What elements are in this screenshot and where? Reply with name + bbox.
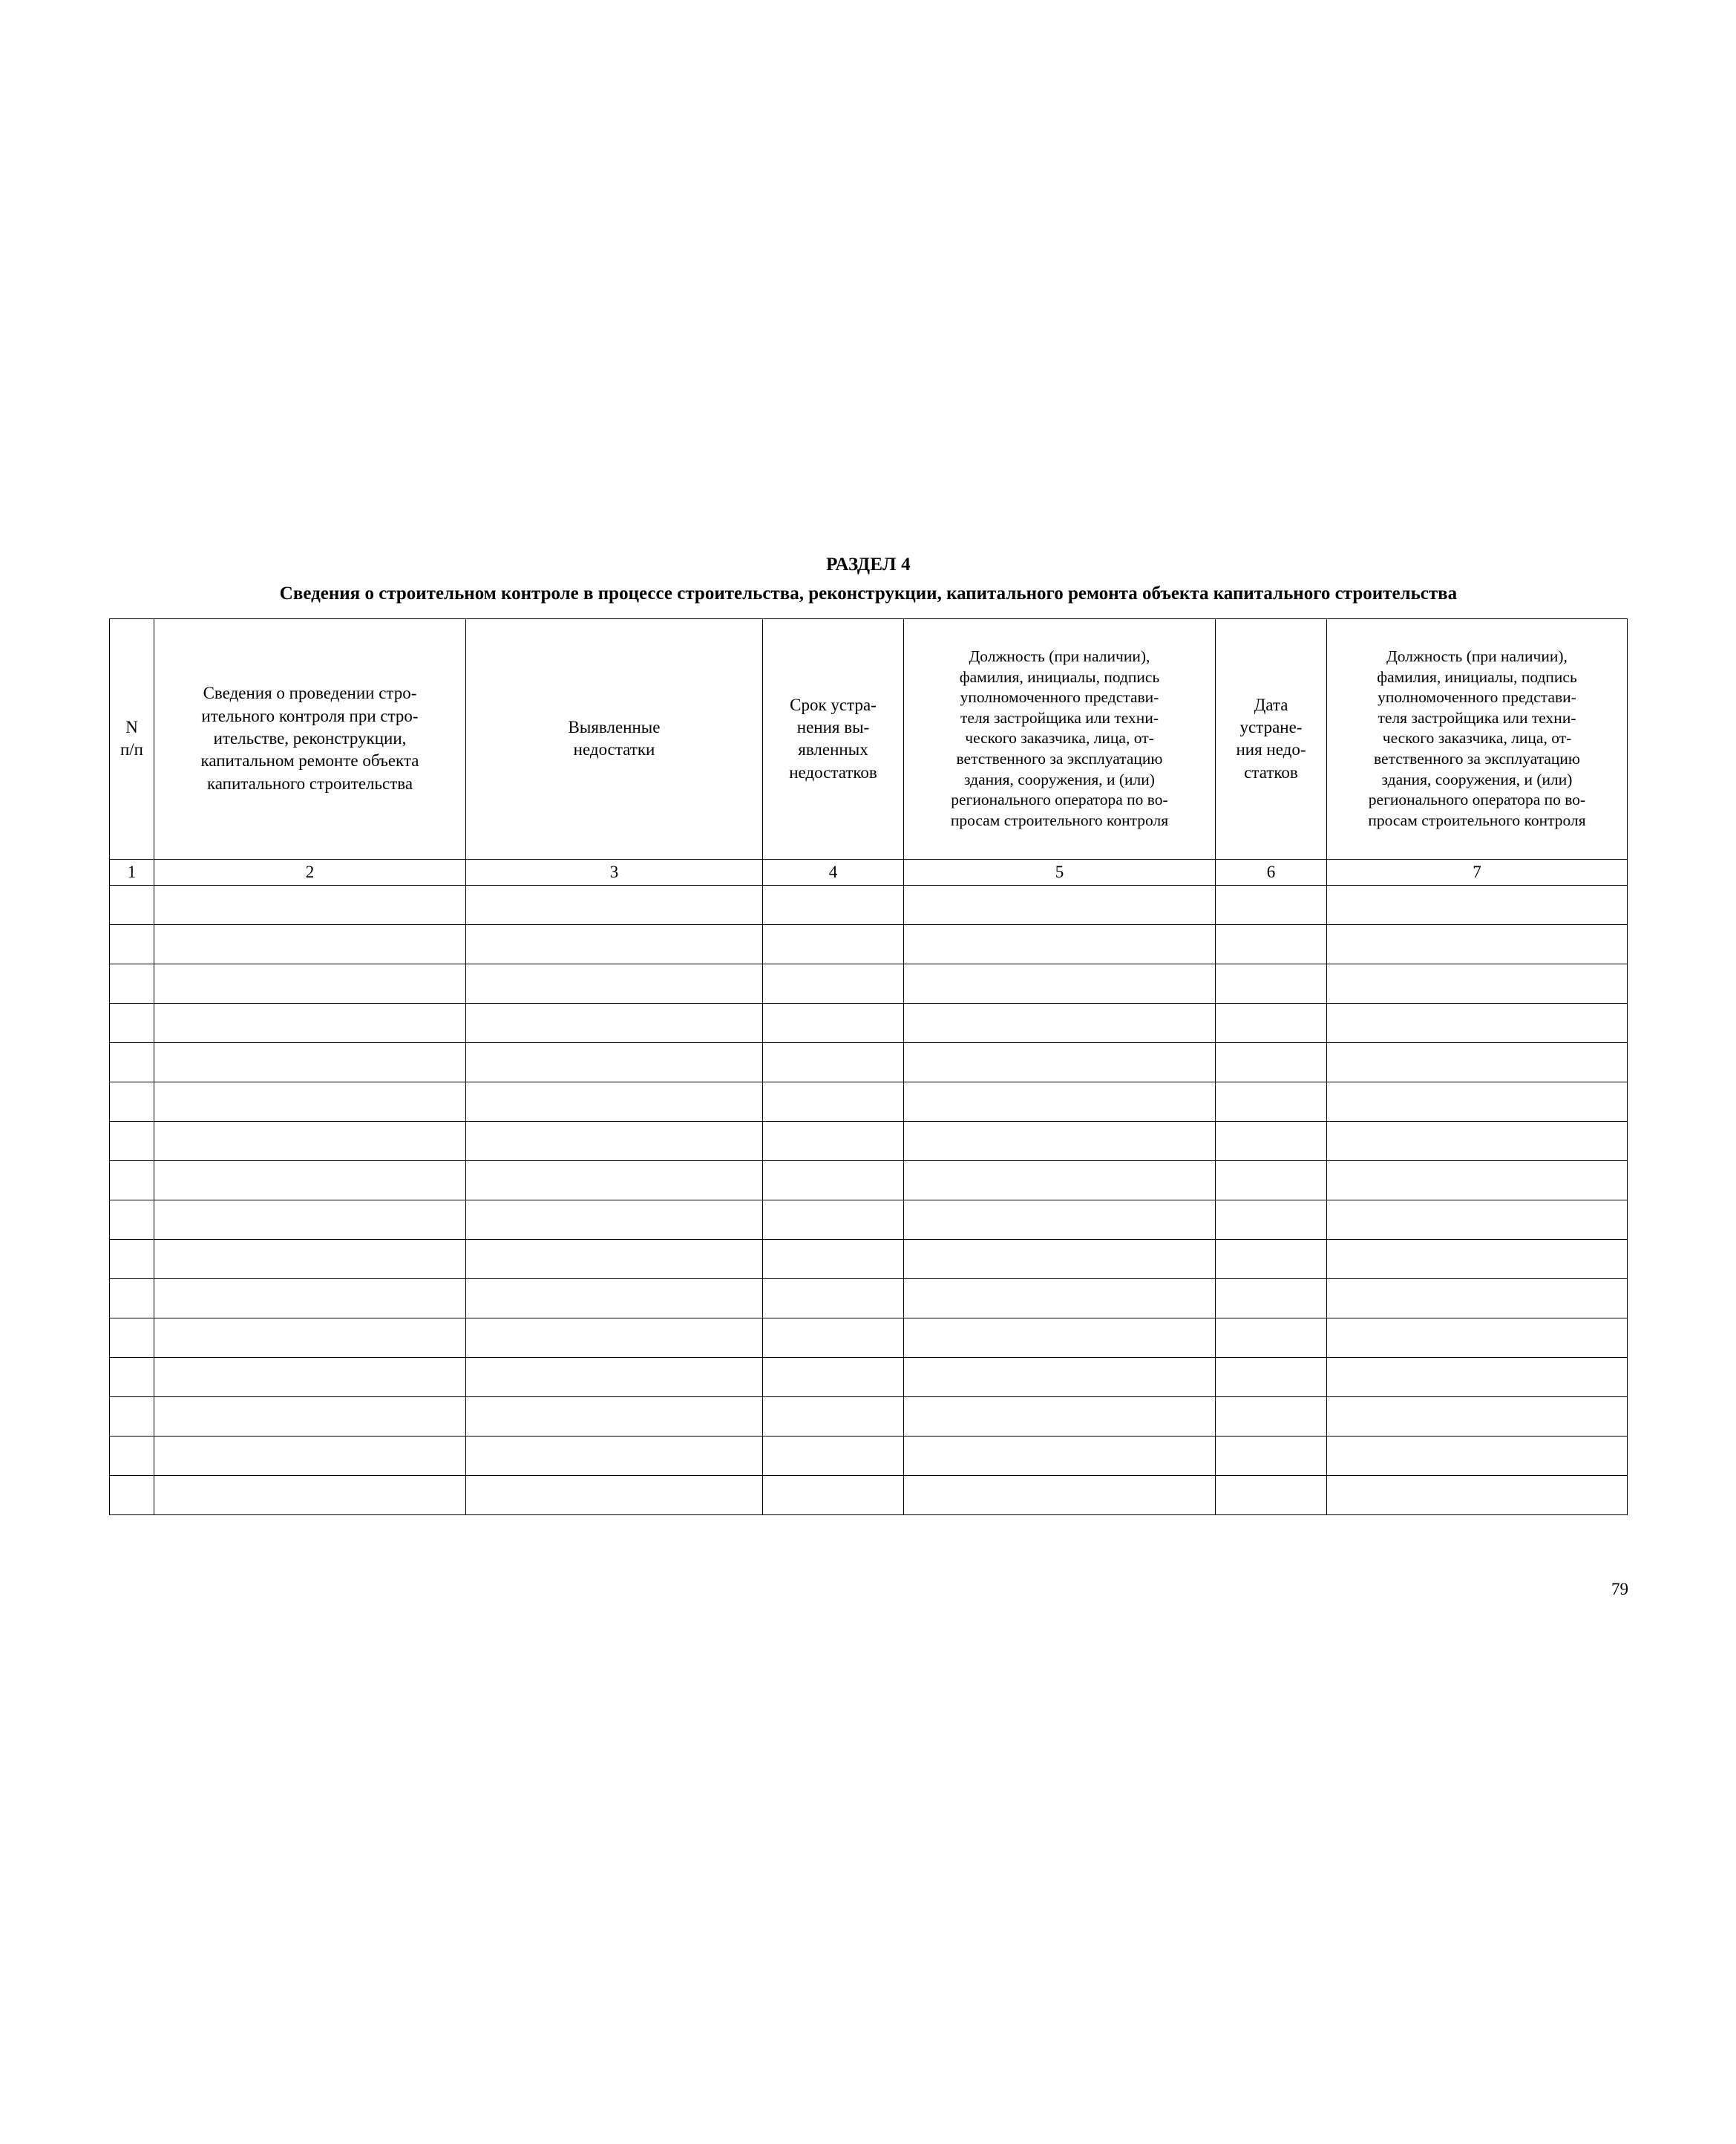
table-cell[interactable] [904,1475,1216,1514]
column-header-number: N п/п [110,618,154,859]
table-cell[interactable] [154,1160,466,1200]
table-cell[interactable] [1216,1318,1327,1357]
column-number-7: 7 [1327,859,1628,885]
table-cell[interactable] [110,1121,154,1160]
table-cell[interactable] [904,1396,1216,1436]
table-cell[interactable] [154,1396,466,1436]
table-cell[interactable] [1216,924,1327,964]
table-cell[interactable] [904,964,1216,1003]
page-number: 79 [1611,1580,1628,1598]
table-cell[interactable] [1216,1436,1327,1475]
table-cell[interactable] [904,1200,1216,1239]
table-cell[interactable] [154,1239,466,1278]
table-cell[interactable] [110,885,154,924]
table-cell[interactable] [154,924,466,964]
table-cell[interactable] [763,1160,904,1200]
table-cell[interactable] [110,1200,154,1239]
column-header-fix-date: Дата устране- ния недо- статков [1216,618,1327,859]
table-cell[interactable] [110,1357,154,1396]
table-cell[interactable] [466,1082,763,1121]
table-cell[interactable] [466,1042,763,1082]
column-number-4: 4 [763,859,904,885]
table-cell[interactable] [763,1357,904,1396]
table-row [110,1475,1628,1514]
table-cell[interactable] [154,1436,466,1475]
table-row [110,1042,1628,1082]
table-cell[interactable] [1327,1318,1628,1357]
table-cell[interactable] [1327,1278,1628,1318]
table-cell[interactable] [763,885,904,924]
table-column-number-row [110,859,1628,885]
table-cell[interactable] [1216,1475,1327,1514]
table-cell[interactable] [1327,885,1628,924]
table-cell[interactable] [466,1239,763,1278]
table-cell[interactable] [154,1200,466,1239]
table-cell[interactable] [763,1003,904,1042]
table-cell[interactable] [763,1042,904,1082]
table-cell[interactable] [154,1278,466,1318]
table-cell[interactable] [110,964,154,1003]
table-row [110,924,1628,964]
table-cell[interactable] [904,1160,1216,1200]
column-number-5: 5 [904,859,1216,885]
table-cell[interactable] [1216,1160,1327,1200]
table-cell[interactable] [763,964,904,1003]
table-cell[interactable] [466,1357,763,1396]
table-cell[interactable] [110,1082,154,1121]
table-row [110,1436,1628,1475]
table-cell[interactable] [154,1357,466,1396]
table-cell[interactable] [154,1475,466,1514]
table-cell[interactable] [466,1200,763,1239]
table-body [110,885,1628,1514]
table-cell[interactable] [154,1318,466,1357]
column-header-deadline: Срок устра- нения вы- явленных недостатков [763,618,904,859]
table-cell[interactable] [110,1239,154,1278]
table-cell[interactable] [466,1396,763,1436]
table-cell[interactable] [904,1318,1216,1357]
table-cell[interactable] [1327,1160,1628,1200]
table-cell[interactable] [154,1042,466,1082]
table-cell[interactable] [154,1082,466,1121]
table-cell[interactable] [1216,1396,1327,1436]
table-header-row [110,618,1628,859]
table-cell[interactable] [904,1357,1216,1396]
section-label: РАЗДЕЛ 4 [826,555,911,575]
table-cell[interactable] [904,1436,1216,1475]
table-cell[interactable] [1216,1357,1327,1396]
table-cell[interactable] [904,1003,1216,1042]
table-cell[interactable] [466,964,763,1003]
table-row [110,1160,1628,1200]
page-title: Сведения о строительном контроле в процессе строительства, реконструкции, капитального ремонта объекта капитального строительства [279,584,1458,604]
table-cell[interactable] [1216,1239,1327,1278]
table-cell[interactable] [763,1200,904,1239]
table-cell[interactable] [1327,1239,1628,1278]
table-cell[interactable] [1327,924,1628,964]
table-cell[interactable] [763,1396,904,1436]
table-cell[interactable] [1327,1436,1628,1475]
document-body [104,553,1633,1515]
table-cell[interactable] [110,924,154,964]
table-cell[interactable] [154,964,466,1003]
table-cell[interactable] [1327,1042,1628,1082]
table-cell[interactable] [110,1042,154,1082]
table-cell[interactable] [466,1003,763,1042]
table-cell[interactable] [763,1278,904,1318]
table-cell[interactable] [763,1239,904,1278]
table-cell[interactable] [1216,1042,1327,1082]
column-header-control-info: Сведения о проведении стро- ительного контроля при стро- ительстве, реконструкции, капитальном ремонте объекта капитального строительства [154,618,466,859]
table-row [110,1396,1628,1436]
table-cell[interactable] [1327,1357,1628,1396]
table-row [110,1318,1628,1357]
table-row [110,1278,1628,1318]
table-cell[interactable] [1216,1121,1327,1160]
column-number-3: 3 [466,859,763,885]
table-cell[interactable] [1216,885,1327,924]
table-cell[interactable] [1327,1475,1628,1514]
table-cell[interactable] [154,885,466,924]
table-row [110,1121,1628,1160]
table-cell[interactable] [904,1278,1216,1318]
table-cell[interactable] [1327,1003,1628,1042]
table-row [110,1357,1628,1396]
column-header-representative-signature: Должность (при наличии), фамилия, инициалы, подпись уполномоченного представи- теля застройщика или техни- ческого заказчика, лица, от- ветственного за эксплуатацию здания, сооружения, и (или) регионального оператора по во- просам строительного контроля [904,618,1216,859]
column-number-1: 1 [110,859,154,885]
table-cell[interactable] [466,885,763,924]
table-cell[interactable] [763,924,904,964]
table-cell[interactable] [904,885,1216,924]
table-cell[interactable] [110,1318,154,1357]
table-row [110,1239,1628,1278]
table-cell[interactable] [466,1278,763,1318]
table-cell[interactable] [1327,1396,1628,1436]
table-cell[interactable] [904,1239,1216,1278]
construction-control-table [109,618,1628,1515]
table-cell[interactable] [904,1121,1216,1160]
table-row [110,964,1628,1003]
table-cell[interactable] [154,1121,466,1160]
column-number-6: 6 [1216,859,1327,885]
table-cell[interactable] [1216,964,1327,1003]
table-cell[interactable] [110,1396,154,1436]
table-row [110,1082,1628,1121]
table-cell[interactable] [763,1475,904,1514]
table-cell[interactable] [763,1121,904,1160]
table-cell[interactable] [110,1475,154,1514]
table-cell[interactable] [1216,1200,1327,1239]
table-cell[interactable] [904,924,1216,964]
table-cell[interactable] [1216,1278,1327,1318]
table-cell[interactable] [110,1278,154,1318]
table-cell[interactable] [466,924,763,964]
table-cell[interactable] [1327,964,1628,1003]
table-cell[interactable] [1327,1121,1628,1160]
table-cell[interactable] [110,1003,154,1042]
table-cell[interactable] [1216,1003,1327,1042]
column-header-representative-signature-2: Должность (при наличии), фамилия, инициалы, подпись уполномоченного представи- теля застройщика или техни- ческого заказчика, лица, от- ветственного за эксплуатацию здания, сооружения, и (или) регионального оператора по во- просам строительного контроля [1327,618,1628,859]
table-cell[interactable] [110,1160,154,1200]
table-cell[interactable] [763,1436,904,1475]
table-cell[interactable] [904,1042,1216,1082]
table-cell[interactable] [466,1475,763,1514]
table-cell[interactable] [1327,1200,1628,1239]
table-cell[interactable] [466,1121,763,1160]
table-cell[interactable] [763,1082,904,1121]
table-cell[interactable] [904,1082,1216,1121]
table-cell[interactable] [466,1160,763,1200]
table-cell[interactable] [1216,1082,1327,1121]
table-cell[interactable] [466,1318,763,1357]
table-cell[interactable] [763,1318,904,1357]
table-row [110,1003,1628,1042]
table-cell[interactable] [110,1436,154,1475]
table-cell[interactable] [154,1003,466,1042]
column-number-2: 2 [154,859,466,885]
column-header-defects: Выявленные недостатки [466,618,763,859]
table-cell[interactable] [466,1436,763,1475]
table-cell[interactable] [1327,1082,1628,1121]
table-row [110,885,1628,924]
table-row [110,1200,1628,1239]
